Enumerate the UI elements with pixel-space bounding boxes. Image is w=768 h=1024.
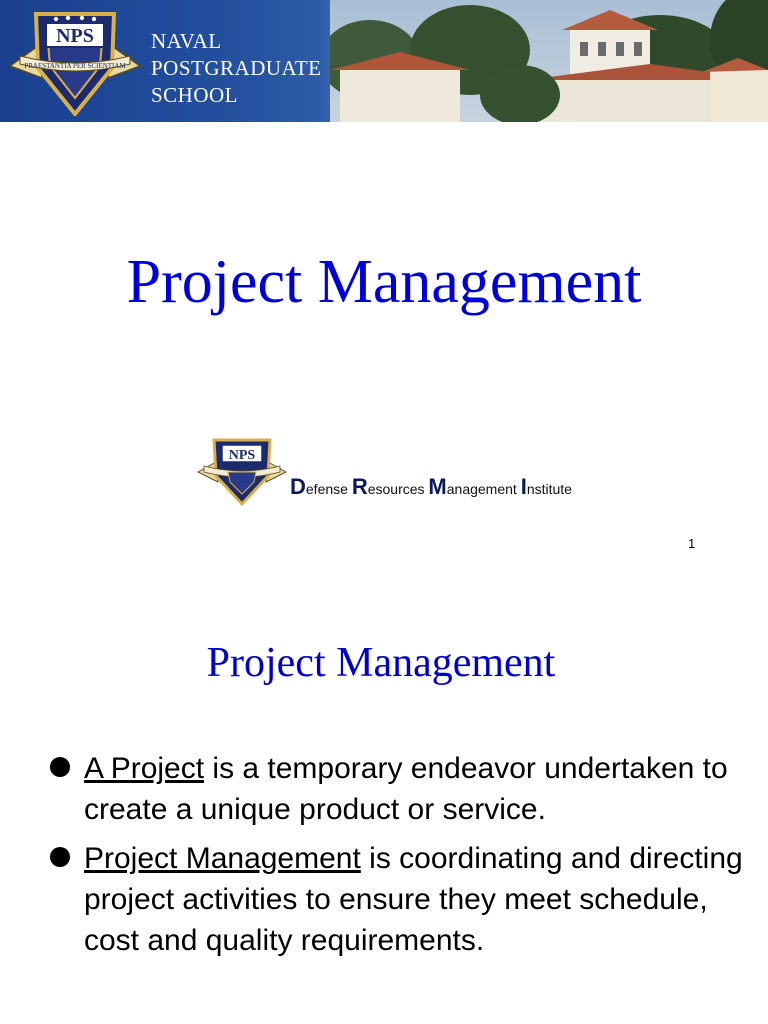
drmi-cap-i: I xyxy=(520,474,527,499)
drmi-word-institute: nstitute xyxy=(526,481,572,497)
page-number: 1 xyxy=(688,536,696,551)
slide-1-title: Project Management xyxy=(126,248,642,316)
campus-photo xyxy=(330,0,768,122)
crest-motto: PRAESTANTIA PER SCIENTIAM xyxy=(24,62,126,70)
nps-banner xyxy=(0,0,768,122)
school-name-line-3: SCHOOL xyxy=(151,83,239,107)
bullet-item-project-management xyxy=(48,838,748,961)
drmi-word-management: anagement xyxy=(446,481,521,497)
crest-letters: NPS xyxy=(56,25,94,47)
drmi-word-resources: esources xyxy=(367,481,429,497)
nps-crest-small-icon xyxy=(196,436,288,506)
drmi-cap-r: R xyxy=(351,474,368,499)
drmi-cap-m: M xyxy=(428,474,447,499)
bullet-dot-icon xyxy=(50,847,70,867)
bullet-dot-icon xyxy=(50,757,70,777)
drmi-name xyxy=(290,474,572,500)
drmi-cap-d: D xyxy=(290,474,306,499)
bullet-item-project xyxy=(48,748,748,830)
bullet-text: is coordinating and directing project activities to ensure they meet schedule, cost and quality requirements. xyxy=(84,842,743,957)
drmi-logo xyxy=(196,436,636,508)
bullet-term: Project Management xyxy=(84,842,361,875)
slide-2-title: Project Management xyxy=(206,640,556,686)
small-crest-letters: NPS xyxy=(228,448,256,463)
bullet-list xyxy=(48,748,748,961)
nps-crest-logo xyxy=(8,6,142,116)
school-name-line-1: NAVAL xyxy=(151,29,222,53)
drmi-word-defense: efense xyxy=(305,481,352,497)
school-name xyxy=(151,28,322,109)
bullet-text: is a temporary endeavor undertaken to create a unique product or service. xyxy=(84,752,728,826)
bullet-term: A Project xyxy=(84,752,205,785)
school-name-line-2: POSTGRADUATE xyxy=(151,56,322,80)
